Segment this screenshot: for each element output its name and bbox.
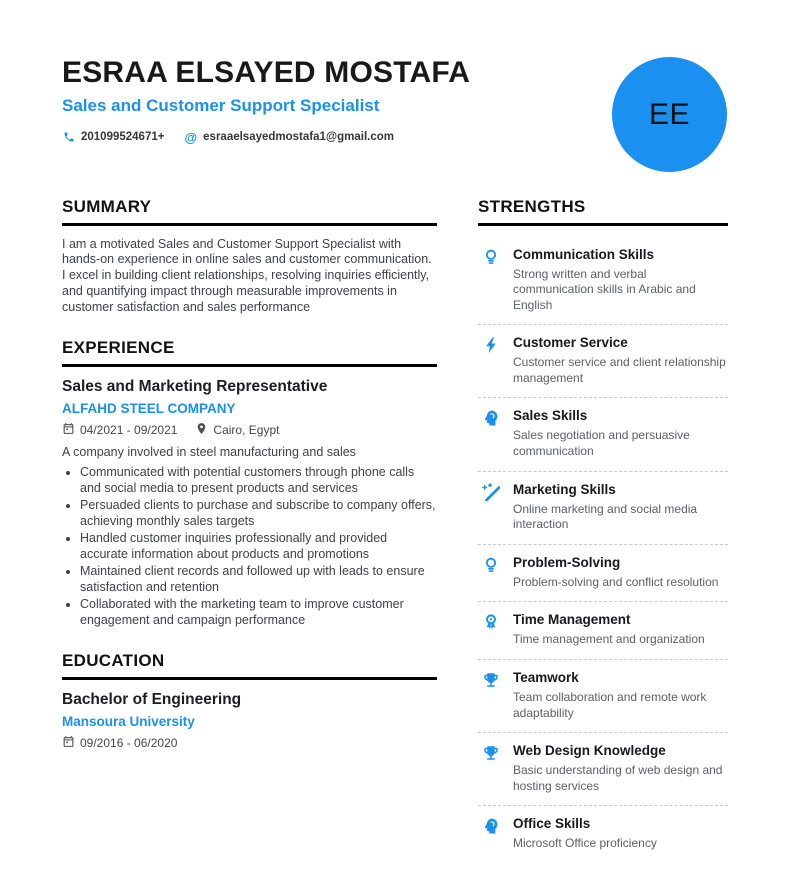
summary-section	[62, 197, 437, 316]
degree-dates	[62, 735, 177, 751]
strength-title: Communication Skills	[513, 247, 728, 262]
strength-title: Office Skills	[513, 816, 657, 831]
strength-title: Web Design Knowledge	[513, 743, 728, 758]
strength-body	[513, 612, 705, 648]
job-location-text: Cairo, Egypt	[213, 423, 279, 437]
strengths-heading: STRENGTHS	[478, 197, 728, 226]
strengths-list	[478, 237, 728, 864]
calendar-icon	[62, 422, 75, 438]
calendar-icon	[62, 735, 75, 751]
job-bullet: • Communicated with potential customers through phone calls and social media to present products and services	[80, 464, 437, 496]
strength-body	[513, 555, 718, 591]
strength-body	[513, 482, 728, 533]
experience-heading: EXPERIENCE	[62, 338, 437, 367]
strength-item	[478, 660, 728, 733]
strength-description: Customer service and client relationship management	[513, 355, 728, 386]
job-bullets	[62, 464, 437, 628]
avatar-initials: EE	[649, 98, 690, 132]
strength-title: Marketing Skills	[513, 482, 728, 497]
strength-title: Problem-Solving	[513, 555, 718, 570]
degree-title: Bachelor of Engineering	[62, 691, 437, 709]
strength-item	[478, 472, 728, 545]
job-dates-text: 04/2021 - 09/2021	[80, 423, 177, 437]
mind-icon	[482, 409, 500, 427]
job-dates	[62, 422, 177, 438]
strength-description: Basic understanding of web design and hosting services	[513, 763, 728, 794]
strength-body	[513, 408, 728, 459]
strength-item	[478, 733, 728, 806]
strength-description: Problem-solving and conflict resolution	[513, 575, 718, 591]
avatar	[612, 57, 727, 172]
strength-body	[513, 335, 728, 386]
summary-text: I am a motivated Sales and Customer Support Specialist with hands-on experience in online sales and customer communication. I excel in building client relationships, resolving inquiries efficiently, and quantifying impact through measurable improvements in customer satisfaction and sales performance	[62, 237, 437, 316]
at-icon: @	[184, 131, 197, 144]
phone-number: 201099524671+	[81, 131, 164, 143]
strength-title: Teamwork	[513, 670, 728, 685]
person-job-title: Sales and Customer Support Specialist	[62, 96, 728, 116]
strength-description: Strong written and verbal communication skills in Arabic and English	[513, 267, 728, 314]
email-address: esraaelsayedmostafa1@gmail.com	[203, 131, 394, 143]
right-column	[478, 197, 728, 886]
education-section	[62, 651, 437, 751]
strength-body	[513, 670, 728, 721]
strength-body	[513, 816, 657, 852]
experience-section	[62, 338, 437, 628]
job-bullet: • Maintained client records and followed up with leads to ensure satisfaction and retention	[80, 563, 437, 595]
job-location	[195, 422, 279, 438]
degree-meta	[62, 735, 437, 751]
strength-item	[478, 325, 728, 398]
strength-description: Online marketing and social media interaction	[513, 502, 728, 533]
company-blurb: A company involved in steel manufacturing and sales	[62, 445, 437, 459]
job-title: Sales and Marketing Representative	[62, 378, 437, 396]
trophy-icon	[482, 744, 500, 762]
phone-contact[interactable]	[62, 131, 164, 144]
strength-description: Sales negotiation and persuasive communication	[513, 428, 728, 459]
strength-body	[513, 247, 728, 314]
header	[62, 57, 728, 144]
lightbulb-icon	[482, 556, 500, 574]
job-bullet: • Collaborated with the marketing team to improve customer engagement and campaign performance	[80, 596, 437, 628]
degree-dates-text: 09/2016 - 06/2020	[80, 736, 177, 750]
strength-body	[513, 743, 728, 794]
summary-heading: SUMMARY	[62, 197, 437, 226]
strength-item	[478, 398, 728, 471]
bolt-icon	[482, 336, 500, 354]
trophy-icon	[482, 671, 500, 689]
strength-item	[478, 806, 728, 863]
strength-title: Customer Service	[513, 335, 728, 350]
education-heading: EDUCATION	[62, 651, 437, 680]
person-name: ESRAA ELSAYED MOSTAFA	[62, 57, 728, 89]
content-columns	[62, 197, 728, 886]
school-name[interactable]: Mansoura University	[62, 714, 437, 729]
phone-icon	[62, 131, 75, 144]
job-entry	[62, 378, 437, 628]
mind-icon	[482, 817, 500, 835]
wand-icon	[482, 483, 500, 501]
degree-entry	[62, 691, 437, 751]
lightbulb-icon	[482, 248, 500, 266]
strength-description: Microsoft Office proficiency	[513, 836, 657, 852]
company-name[interactable]: ALFAHD STEEL COMPANY	[62, 401, 437, 416]
strengths-section	[478, 197, 728, 864]
job-bullet: • Handled customer inquiries professionally and provided accurate information about products and promotions	[80, 530, 437, 562]
job-meta	[62, 422, 437, 438]
strength-item	[478, 602, 728, 660]
location-icon	[195, 422, 208, 438]
email-contact[interactable]	[184, 131, 394, 144]
strength-item	[478, 237, 728, 326]
job-bullet: • Persuaded clients to purchase and subscribe to company offers, achieving monthly sales targets	[80, 497, 437, 529]
strength-item	[478, 545, 728, 603]
strength-description: Team collaboration and remote work adaptability	[513, 690, 728, 721]
left-column	[62, 197, 437, 886]
strength-title: Sales Skills	[513, 408, 728, 423]
strength-title: Time Management	[513, 612, 705, 627]
strength-description: Time management and organization	[513, 632, 705, 648]
medal-icon	[482, 613, 500, 631]
